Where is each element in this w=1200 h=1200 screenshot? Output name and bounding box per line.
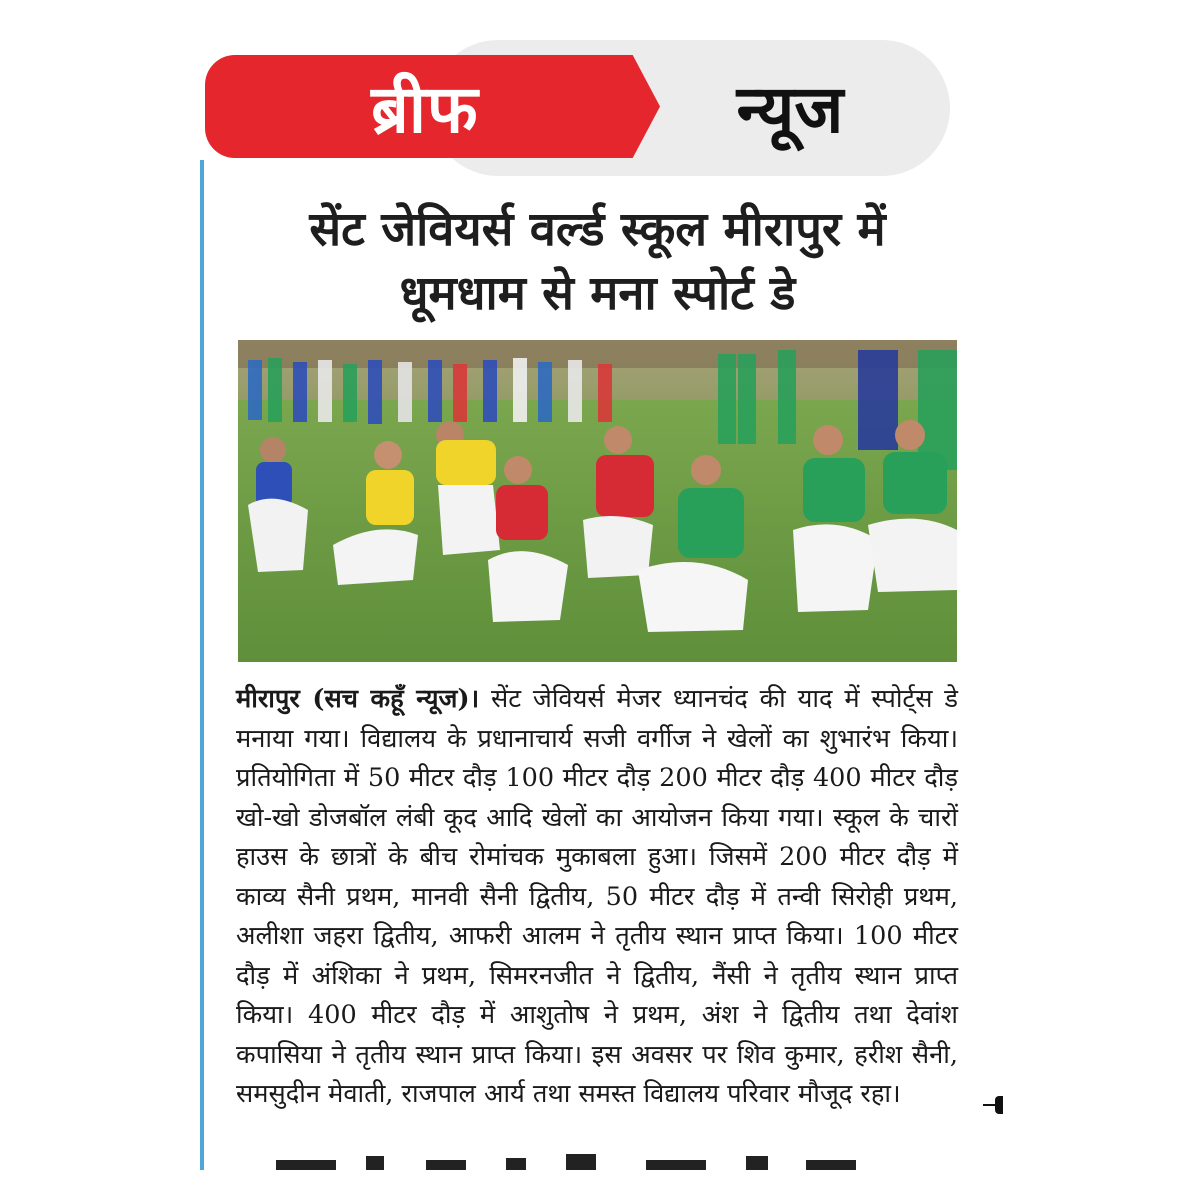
- article-photo: [238, 340, 957, 662]
- column-rule: [200, 160, 204, 1170]
- headline-line-2: धूमधाम से मना स्पोर्ट डे: [399, 266, 796, 321]
- headline-line-1: सेंट जेवियर्स वर्ल्ड स्कूल मीरापुर में: [309, 202, 886, 257]
- next-article-cutoff: [236, 1150, 958, 1170]
- article-body-text: सेंट जेवियर्स मेजर ध्यानचंद की याद में स्पोर्ट्स डे मनाया गया। विद्यालय के प्रधानाचार्य सजी वर्गीज ने खेलों का शुभारंभ किया। प्रतियोगिता में 50 मीटर दौड़ 100 मीटर दौड़ 200 मीटर दौड़ 400 मीटर दौड़ खो-खो डोजबॉल लंबी कूद आदि खेलों का आयोजन किया गया। स्कूल के चारों हाउस के छात्रों के बीच रोमांचक मुकाबला हुआ। जिसमें 200 मीटर दौड़ में काव्य सैनी प्रथम, मानवी सैनी द्वितीय, 50 मीटर दौड़ में तन्वी सिरोही प्रथम, अलीशा जहरा द्वितीय, आफरी आलम ने तृतीय स्थान प्राप्त किया। 100 मीटर दौड़ में अंशिका ने प्रथम, सिमरनजीत ने द्वितीय, नैंसी ने तृतीय स्थान प्राप्त किया। 400 मीटर दौड़ में आशुतोष ने प्रथम, अंश ने द्वितीय तथा देवांश कपासिया ने तृतीय स्थान प्राप्त किया। इस अवसर पर शिव कुमार, हरीश सैनी, समसुदीन मेवाती, राजपाल आर्य तथा समस्त विद्यालय परिवार मौजूद रहा।: [236, 684, 958, 1109]
- article-body: [236, 680, 958, 1115]
- banner-left-word: ब्रीफ: [371, 70, 479, 148]
- article-headline: [240, 198, 955, 326]
- article-dateline: मीरापुर (सच कहूँ न्यूज)।: [236, 684, 480, 714]
- banner-right-word: न्यूज: [736, 70, 844, 148]
- edge-dot: [995, 1096, 1003, 1114]
